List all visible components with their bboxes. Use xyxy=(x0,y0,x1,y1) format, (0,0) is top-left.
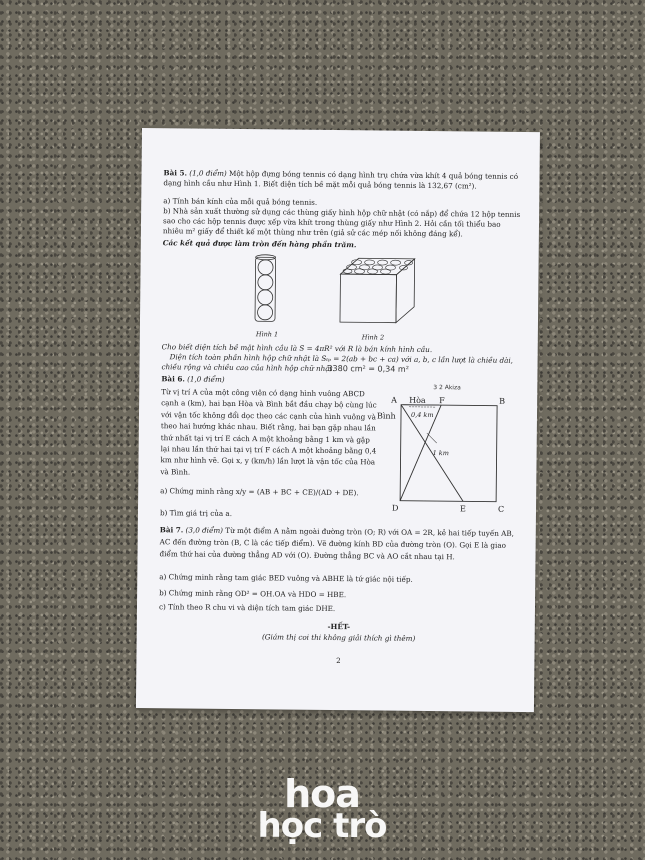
label-F: F xyxy=(439,396,445,406)
label-A: A xyxy=(391,395,397,405)
label-hoa: Hòa xyxy=(409,395,426,405)
bai7-points: (3,0 điểm) xyxy=(185,525,224,535)
label-B: B xyxy=(499,396,506,406)
formula-sphere: Cho biết diện tích bề mặt hình cầu là S = 4πR² với R là bán kính hình cầu. xyxy=(161,342,433,355)
handwritten-answer: 3380 cm² = 0,34 m² xyxy=(327,363,409,374)
bai5-heading: Bài 5. xyxy=(163,168,188,178)
bai5-part-a: a) Tính bán kính của mỗi quả bóng tennis. xyxy=(163,196,318,207)
watermark-line2: học trò xyxy=(257,806,387,846)
bai5-intro xyxy=(163,168,523,192)
bai6-points: (1,0 điểm) xyxy=(187,374,225,384)
bai6-square-diagram xyxy=(372,392,513,513)
bai6-part-a: a) Chứng minh rằng x/y = (AB + BC + CE)/(AD + DE). xyxy=(160,486,359,498)
proctor-note: (Giám thị coi thi không giải thích gì thêm) xyxy=(261,632,416,643)
figure2-tennis-box xyxy=(338,254,419,327)
figure2-caption: Hình 2 xyxy=(361,333,385,342)
bai5-part-b: b) Nhà sản xuất thường sử dụng các thùng giấy hình hộp chữ nhật (có nắp) để chứa 12 hộp tennis sao cho các hộp tennis được xếp vừa khít trong thùng giấy như Hình 2. Hỏi cần tối thiểu bao nhiêu m² giấy để thiết kế một thùng như trên (giả sử các mép nối không đáng kể). xyxy=(162,206,521,239)
bai7-part-c: c) Tính theo R chu vi và diện tích tam giác DHE. xyxy=(158,602,336,614)
diagram-handnote: 3 2 Akiza xyxy=(433,384,461,392)
watermark-logo xyxy=(252,772,392,846)
label-ae: 1 km xyxy=(432,449,449,458)
bai6-heading: Bài 6. xyxy=(161,374,185,384)
bai5-rounding: Các kết quả được làm tròn đến hàng phần trăm. xyxy=(162,238,357,250)
bai6-text: Từ vị trí A của một công viên có dạng hình vuông ABCD cạnh a (km), hai bạn Hòa và Bình bắt đầu chạy bộ cùng lúc với vận tốc không đổi dọc theo các cạnh của hình vuông và theo hai hướng khác nhau. Biết rằng, hai bạn gặp nhau lần thứ nhất tại vị trí E cách A một khoảng bằng 1 km và gặp lại nhau lần thứ hai tại vị trí F cách A một khoảng bằng 0,4 km như hình vẽ. Gọi x, y (km/h) lần lượt là vận tốc của Hòa và Bình. xyxy=(160,387,377,477)
bai5-points: (1,0 điểm) xyxy=(189,168,227,178)
bai5-intro-text: Một hộp đựng bóng tennis có dạng hình trụ chứa vừa khít 4 quả bóng tennis có dạng hình cầu như Hình 1. Biết diện tích bề mặt mỗi quả bóng tennis là 132,67 (cm²). xyxy=(163,168,519,191)
bai7-part-b: b) Chứng minh rằng OD² = OH.OA và HDO = HBE. xyxy=(159,588,347,600)
figure1-tennis-tube xyxy=(250,253,281,323)
end-marker: -HẾT- xyxy=(327,621,351,632)
label-D: D xyxy=(391,503,399,513)
figure1-caption: Hình 1 xyxy=(255,330,279,339)
bai7-part-a: a) Chứng minh rằng tam giác BED vuông và ABHE là tứ giác nội tiếp. xyxy=(159,572,413,584)
bai7-text: Từ một điểm A nằm ngoài đường tròn (O; R) với OA = 2R, kẻ hai tiếp tuyến AB, AC đến đường tròn (B, C là các tiếp điểm). Vẽ đường kính BD của đường tròn (O). Gọi E là giao điểm thứ hai của đường thẳng AD với (O). Đường thẳng BC và AO cắt nhau tại H. xyxy=(159,525,515,561)
label-binh: Bình xyxy=(376,411,396,421)
formula-box: Diện tích toàn phần hình hộp chữ nhật là Sₜₚ = 2(ab + bc + ca) với a, b, c lần lượt là chiều dài, chiều rộng và chiều cao của hình hộp chữ nhật. xyxy=(161,352,514,374)
exam-paper xyxy=(136,128,540,712)
bai6-part-b: b) Tìm giá trị của a. xyxy=(159,508,233,518)
label-E: E xyxy=(459,504,466,514)
bai7-text-block xyxy=(159,524,519,563)
watermark-line1: hoa xyxy=(284,772,360,816)
bai6-title xyxy=(161,374,361,386)
page-number: 2 xyxy=(336,656,341,666)
label-C: C xyxy=(497,504,505,514)
bai7-heading: Bài 7. xyxy=(159,525,184,535)
label-af: 0,4 km xyxy=(410,410,434,420)
